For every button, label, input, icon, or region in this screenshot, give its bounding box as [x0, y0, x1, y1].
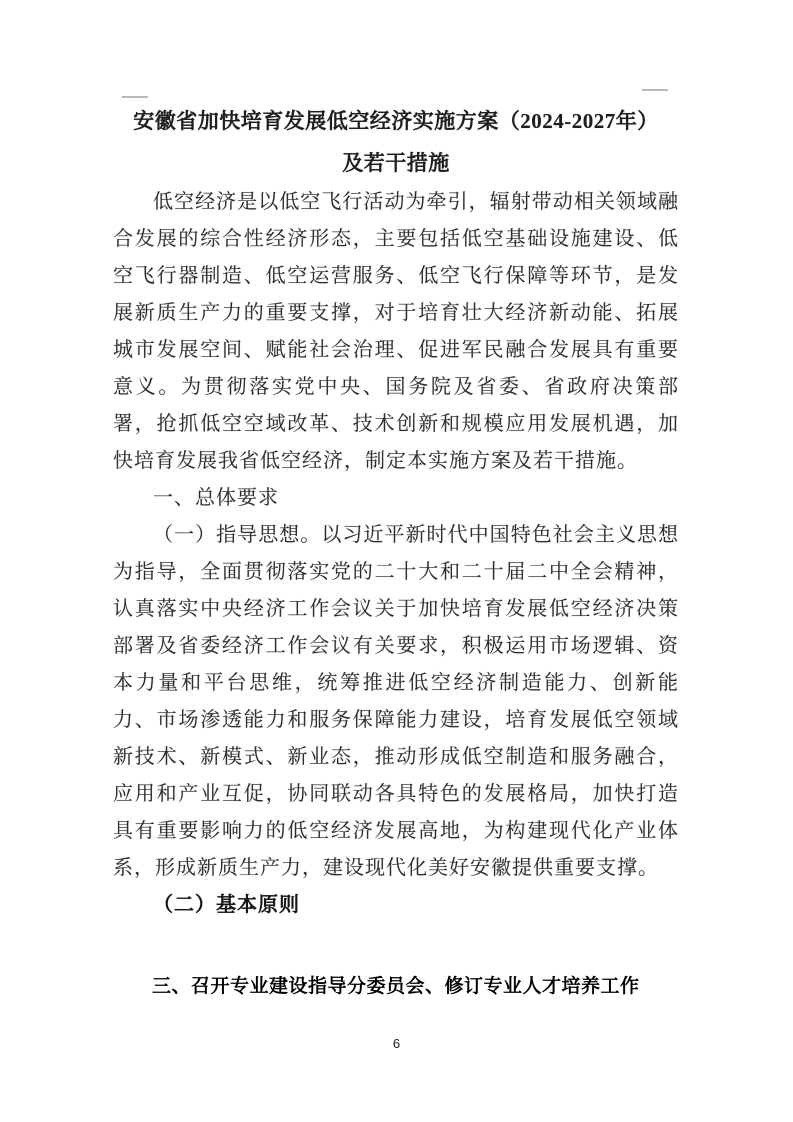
heading-basic-principles: （二）基本原则: [153, 894, 300, 916]
paragraph-intro: 低空经济是以低空飞行活动为牵引，辐射带动相关领域融合发展的综合性经济形态，主要包括低空基础设施建设、低空飞行器制造、低空运营服务、低空飞行保障等环节，是发展新质生产力的重要支撑，对于培育壮大经济新动能、拓展城市发展空间、赋能社会治理、促进军民融合发展具有重要意义。为贯彻落实党中央、国务院及省委、省政府决策部署，抢抓低空空域改革、技术创新和规模应用发展机遇，加快培育发展我省低空经济，制定本实施方案及若干措施。: [113, 191, 679, 472]
page-number: 6: [392, 1036, 401, 1051]
heading-overall-requirements: 一、总体要求: [153, 487, 279, 509]
document-title-line1: 安徽省加快培育发展低空经济实施方案（2024-2027年）: [133, 109, 659, 133]
crop-mark-left: [122, 96, 148, 98]
scanned-document-image: [113, 100, 679, 924]
heading-section-three: 三、召开专业建设指导分委员会、修订专业人才培养工作: [152, 976, 640, 997]
document-title-line2: 及若干措施: [342, 151, 450, 175]
paragraph-guiding-ideology: （一）指导思想。以习近平新时代中国特色社会主义思想为指导，全面贯彻落实党的二十大和二十届二中全会精神，认真落实中央经济工作会议关于加快培育发展低空经济决策部署及省委经济工作会议有关要求，积极运用市场逻辑、资本力量和平台思维，统筹推进低空经济制造能力、创新能力、市场渗透能力和服务保障能力建设，培育发展低空领域新技术、新模式、新业态，推动形成低空制造和服务融合，应用和产业互促，协同联动各具特色的发展格局，加快打造具有重要影响力的低空经济发展高地，为构建现代化产业体系，形成新质生产力，建设现代化美好安徽提供重要支撑。: [113, 524, 679, 879]
crop-mark-right: [642, 89, 668, 91]
